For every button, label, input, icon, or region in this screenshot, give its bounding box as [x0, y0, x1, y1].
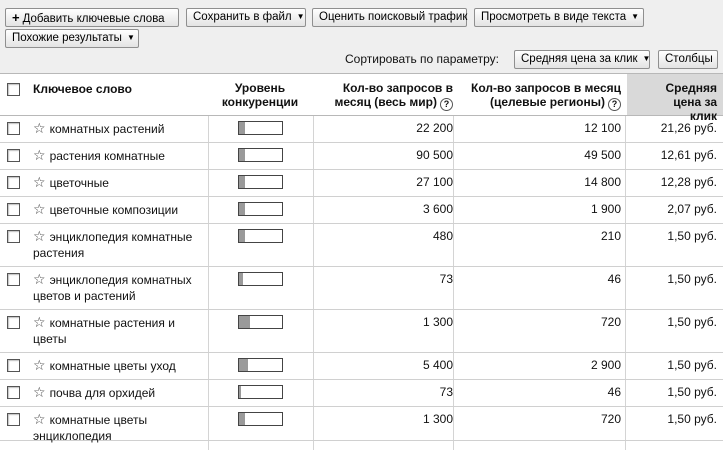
avg-cpc-cell: 1,50 руб. — [667, 358, 717, 372]
help-icon[interactable]: ? — [440, 98, 453, 111]
avg-cpc-cell: 1,50 руб. — [667, 412, 717, 426]
star-icon[interactable]: ☆ — [33, 201, 46, 217]
add-keywords-label: Добавить ключевые слова — [22, 13, 165, 25]
header-competition[interactable] — [210, 74, 310, 115]
keyword-cell — [33, 228, 205, 261]
row-checkbox[interactable] — [7, 203, 20, 216]
row-checkbox[interactable] — [7, 386, 20, 399]
star-icon[interactable]: ☆ — [33, 120, 46, 136]
avg-cpc-cell: 1,50 руб. — [667, 385, 717, 399]
global-searches-cell: 480 — [432, 229, 453, 243]
local-searches-cell: 1 900 — [590, 202, 621, 216]
competition-bar — [238, 121, 283, 135]
star-icon[interactable]: ☆ — [33, 357, 46, 373]
table-row — [0, 267, 723, 310]
local-searches-cell: 46 — [607, 272, 621, 286]
keyword-cell — [33, 357, 205, 374]
competition-fill — [239, 203, 245, 215]
row-checkbox[interactable] — [7, 413, 20, 426]
local-searches-cell: 720 — [600, 412, 621, 426]
keyword-text: комнатных растений — [49, 122, 165, 136]
row-checkbox[interactable] — [7, 316, 20, 329]
estimate-traffic-label: Оценить поисковый трафик — [319, 11, 468, 23]
keyword-text: цветочные композиции — [49, 203, 179, 217]
header-global-label: Кол-во запросов в месяц (весь мир) — [334, 81, 453, 109]
avg-cpc-cell: 12,61 руб. — [660, 148, 717, 162]
table-row — [0, 310, 723, 353]
columns-label: Столбцы — [665, 53, 713, 65]
dropdown-arrow-icon: ▼ — [631, 12, 640, 21]
sort-select-value: Средняя цена за клик — [521, 53, 638, 65]
avg-cpc-cell: 1,50 руб. — [667, 315, 717, 329]
local-searches-cell: 210 — [600, 229, 621, 243]
competition-fill — [239, 230, 245, 242]
row-checkbox[interactable] — [7, 230, 20, 243]
table-header — [0, 74, 723, 123]
table-row — [0, 380, 723, 407]
similar-results-label: Похожие результаты — [12, 32, 122, 44]
competition-bar — [238, 358, 283, 372]
star-icon[interactable]: ☆ — [33, 384, 46, 400]
sort-select[interactable] — [514, 50, 650, 69]
competition-fill — [239, 316, 250, 328]
competition-bar — [238, 315, 283, 329]
competition-fill — [239, 149, 245, 161]
global-searches-cell: 3 600 — [422, 202, 453, 216]
keyword-text: комнатные цветы уход — [49, 359, 176, 373]
global-searches-cell: 27 100 — [416, 175, 453, 189]
sort-label: Сортировать по параметру: — [345, 52, 499, 66]
header-global-searches[interactable] — [315, 74, 453, 115]
competition-fill — [239, 359, 248, 371]
avg-cpc-cell: 12,28 руб. — [660, 175, 717, 189]
local-searches-cell: 720 — [600, 315, 621, 329]
table-row — [0, 407, 723, 441]
star-icon[interactable]: ☆ — [33, 147, 46, 163]
avg-cpc-cell: 21,26 руб. — [660, 121, 717, 135]
row-checkbox[interactable] — [7, 122, 20, 135]
keyword-cell — [33, 147, 205, 164]
local-searches-cell: 12 100 — [584, 121, 621, 135]
header-avg-cpc[interactable] — [627, 74, 723, 123]
table-row — [0, 116, 723, 143]
competition-bar — [238, 272, 283, 286]
keyword-text: растения комнатные — [49, 149, 165, 163]
save-to-file-label: Сохранить в файл — [193, 11, 292, 23]
competition-fill — [239, 273, 243, 285]
global-searches-cell: 73 — [439, 272, 453, 286]
table-row — [0, 224, 723, 267]
row-checkbox[interactable] — [7, 359, 20, 372]
competition-bar — [238, 385, 283, 399]
avg-cpc-cell: 1,50 руб. — [667, 272, 717, 286]
toolbar — [0, 0, 723, 74]
keyword-cell — [33, 120, 205, 137]
local-searches-cell: 46 — [607, 385, 621, 399]
competition-bar — [238, 202, 283, 216]
keyword-cell — [33, 201, 205, 218]
estimate-traffic-button[interactable] — [312, 8, 467, 27]
header-local-label: Кол-во запросов в месяц (целевые регионы) — [471, 81, 621, 109]
row-checkbox[interactable] — [7, 176, 20, 189]
keyword-text: энциклопедия комнатных цветов и растений — [33, 273, 192, 303]
save-to-file-button[interactable] — [186, 8, 306, 27]
header-keyword[interactable] — [33, 74, 205, 115]
avg-cpc-cell: 2,07 руб. — [667, 202, 717, 216]
competition-fill — [239, 386, 241, 398]
dropdown-arrow-icon: ▼ — [296, 12, 305, 21]
help-icon[interactable]: ? — [608, 98, 621, 111]
local-searches-cell: 49 500 — [584, 148, 621, 162]
keyword-text: цветочные — [49, 176, 109, 190]
star-icon[interactable]: ☆ — [33, 271, 46, 287]
keyword-cell — [33, 314, 205, 347]
keyword-cell — [33, 411, 205, 444]
competition-bar — [238, 229, 283, 243]
global-searches-cell: 90 500 — [416, 148, 453, 162]
competition-bar — [238, 412, 283, 426]
dropdown-arrow-icon: ▼ — [642, 54, 651, 63]
star-icon[interactable]: ☆ — [33, 228, 46, 244]
columns-button[interactable] — [658, 50, 718, 69]
star-icon[interactable]: ☆ — [33, 411, 46, 427]
keyword-text: почва для орхидей — [49, 386, 156, 400]
competition-fill — [239, 176, 245, 188]
keyword-text: энциклопедия комнатные растения — [33, 230, 193, 260]
local-searches-cell: 2 900 — [590, 358, 621, 372]
row-checkbox[interactable] — [7, 273, 20, 286]
table-row — [0, 197, 723, 224]
add-keywords-button[interactable] — [5, 8, 179, 27]
header-keyword-label: Ключевое слово — [33, 82, 132, 96]
select-all-checkbox[interactable] — [7, 83, 20, 96]
row-checkbox[interactable] — [7, 149, 20, 162]
header-avg-cpc-label: Средняя цена за клик — [665, 81, 717, 123]
competition-fill — [239, 122, 245, 134]
global-searches-cell: 1 300 — [422, 412, 453, 426]
plus-icon: + — [12, 10, 20, 25]
keyword-cell — [33, 271, 205, 304]
similar-results-button[interactable] — [5, 29, 139, 48]
view-as-text-label: Просмотреть в виде текста — [481, 11, 627, 23]
global-searches-cell: 22 200 — [416, 121, 453, 135]
header-local-searches[interactable] — [455, 74, 621, 115]
star-icon[interactable]: ☆ — [33, 174, 46, 190]
table-row — [0, 353, 723, 380]
star-icon[interactable]: ☆ — [33, 314, 46, 330]
avg-cpc-cell: 1,50 руб. — [667, 229, 717, 243]
view-as-text-button[interactable] — [474, 8, 644, 27]
competition-bar — [238, 175, 283, 189]
keyword-cell — [33, 384, 205, 401]
global-searches-cell: 1 300 — [422, 315, 453, 329]
keyword-cell — [33, 174, 205, 191]
table-row — [0, 143, 723, 170]
competition-fill — [239, 413, 245, 425]
global-searches-cell: 73 — [439, 385, 453, 399]
competition-bar — [238, 148, 283, 162]
dropdown-arrow-icon: ▼ — [126, 33, 135, 42]
keyword-text: комнатные цветы энциклопедия — [33, 413, 148, 443]
header-competition-label: Уровень конкуренции — [221, 81, 299, 109]
keyword-text: комнатные растения и цветы — [33, 316, 175, 346]
global-searches-cell: 5 400 — [422, 358, 453, 372]
local-searches-cell: 14 800 — [584, 175, 621, 189]
table-row — [0, 170, 723, 197]
